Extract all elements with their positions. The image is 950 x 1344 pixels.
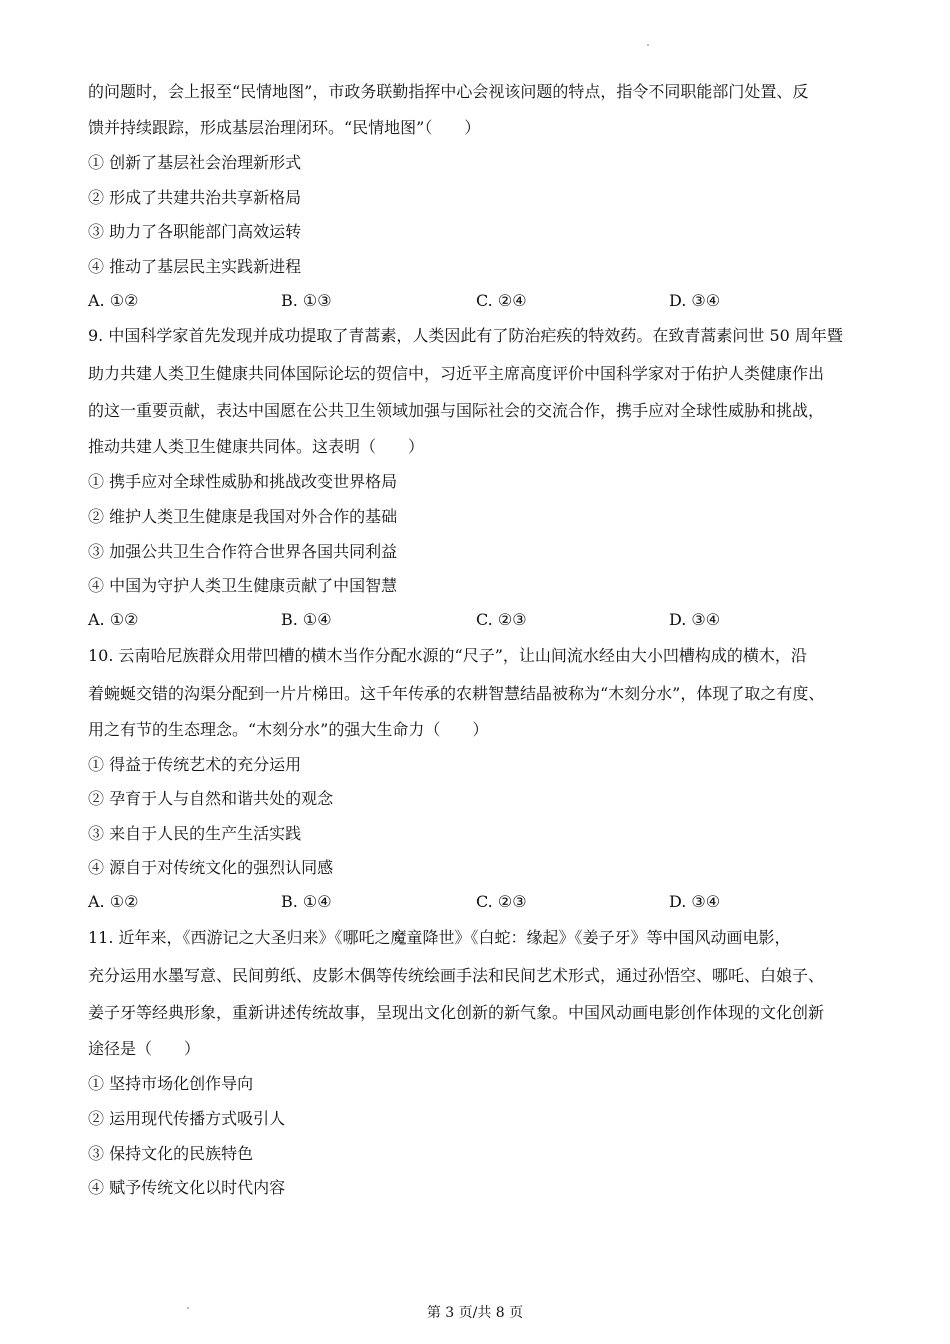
- q10-stem-line-1: 10. 云南哈尼族群众用带凹槽的横木当作分配水源的“尺子”，让山间流水经由大小凹槽构成的横木，沿: [88, 646, 807, 665]
- q10-stem-line-2: 着蜿蜒交错的沟渠分配到一片片梯田。这千年传承的农耕智慧结晶被称为“木刻分水”，体现了取之有度、: [88, 684, 825, 703]
- q9-stem-line-3: 的这一重要贡献，表达中国愿在公共卫生领域加强与国际社会的交流合作，携手应对全球性威胁和挑战，: [88, 401, 825, 420]
- q11-item-4: ④ 赋予传统文化以时代内容: [88, 1178, 286, 1197]
- q10-item-3: ③ 来自于人民的生产生活实践: [88, 824, 302, 843]
- q10-options: [88, 892, 868, 912]
- q9-options: [88, 610, 868, 630]
- q9-item-3: ③ 加强公共卫生合作符合世界各国共同利益: [88, 542, 398, 561]
- scan-speck: [647, 44, 649, 46]
- q9-item-2: ② 维护人类卫生健康是我国对外合作的基础: [88, 507, 398, 526]
- q9-stem-line-2: 助力共建人类卫生健康共同体国际论坛的贺信中，习近平主席高度评价中国科学家对于佑护人类健康作出: [88, 364, 825, 383]
- q10-option-c: C. ②③: [476, 892, 527, 911]
- q9-option-c: C. ②③: [476, 610, 527, 629]
- q10-option-a: A. ①②: [88, 892, 139, 911]
- q9-item-1: ① 携手应对全球性威胁和挑战改变世界格局: [88, 472, 398, 491]
- q8-stem-line-1: 的问题时，会上报至“民情地图”，市政务联勤指挥中心会视该问题的特点，指令不同职能部门处置、反: [88, 82, 809, 101]
- q11-stem-line-3: 姜子牙等经典形象，重新讲述传统故事，呈现出文化创新的新气象。中国风动画电影创作体现的文化创新: [88, 1003, 825, 1022]
- q9-option-b: B. ①④: [281, 610, 332, 629]
- q11-item-3: ③ 保持文化的民族特色: [88, 1144, 254, 1163]
- q8-stem-line-2: 馈并持续跟踪，形成基层治理闭环。“民情地图”（ ）: [88, 118, 481, 137]
- q8-item-3: ③ 助力了各职能部门高效运转: [88, 222, 302, 241]
- q11-stem-line-1: 11. 近年来，《西游记之大圣归来》《哪吒之魔童降世》《白蛇：缘起》《姜子牙》等中国风动画电影，: [88, 928, 791, 947]
- q11-stem-line-4: 途径是（ ）: [88, 1039, 201, 1058]
- q8-options: [88, 291, 868, 311]
- q8-item-1: ① 创新了基层社会治理新形式: [88, 153, 302, 172]
- q11-item-1: ① 坚持市场化创作导向: [88, 1074, 254, 1093]
- q8-option-a: A. ①②: [88, 291, 139, 310]
- q10-option-b: B. ①④: [281, 892, 332, 911]
- q8-option-d: D. ③④: [669, 291, 721, 310]
- q9-stem-line-1: 9. 中国科学家首先发现并成功提取了青蒿素，人类因此有了防治疟疾的特效药。在致青蒿素问世 50 周年暨: [88, 326, 843, 345]
- q10-item-2: ② 孕育于人与自然和谐共处的观念: [88, 789, 334, 808]
- q10-stem-line-3: 用之有节的生态理念。“木刻分水”的强大生命力（ ）: [88, 720, 489, 739]
- q11-item-2: ② 运用现代传播方式吸引人: [88, 1109, 286, 1128]
- q9-option-d: D. ③④: [669, 610, 721, 629]
- q10-item-4: ④ 源自于对传统文化的强烈认同感: [88, 858, 334, 877]
- q10-option-d: D. ③④: [669, 892, 721, 911]
- q9-item-4: ④ 中国为守护人类卫生健康贡献了中国智慧: [88, 576, 398, 595]
- q8-item-4: ④ 推动了基层民主实践新进程: [88, 257, 302, 276]
- q8-option-c: C. ②④: [476, 291, 527, 310]
- q11-stem-line-2: 充分运用水墨写意、民间剪纸、皮影木偶等传统绘画手法和民间艺术形式，通过孙悟空、哪吒、白娘子、: [88, 966, 825, 985]
- q9-stem-line-4: 推动共建人类卫生健康共同体。这表明（ ）: [88, 437, 425, 456]
- q8-option-b: B. ①③: [281, 291, 332, 310]
- q10-item-1: ① 得益于传统艺术的充分运用: [88, 755, 302, 774]
- q9-option-a: A. ①②: [88, 610, 139, 629]
- page-footer: 第 3 页/共 8 页: [426, 1305, 524, 1321]
- q8-item-2: ② 形成了共建共治共享新格局: [88, 188, 302, 207]
